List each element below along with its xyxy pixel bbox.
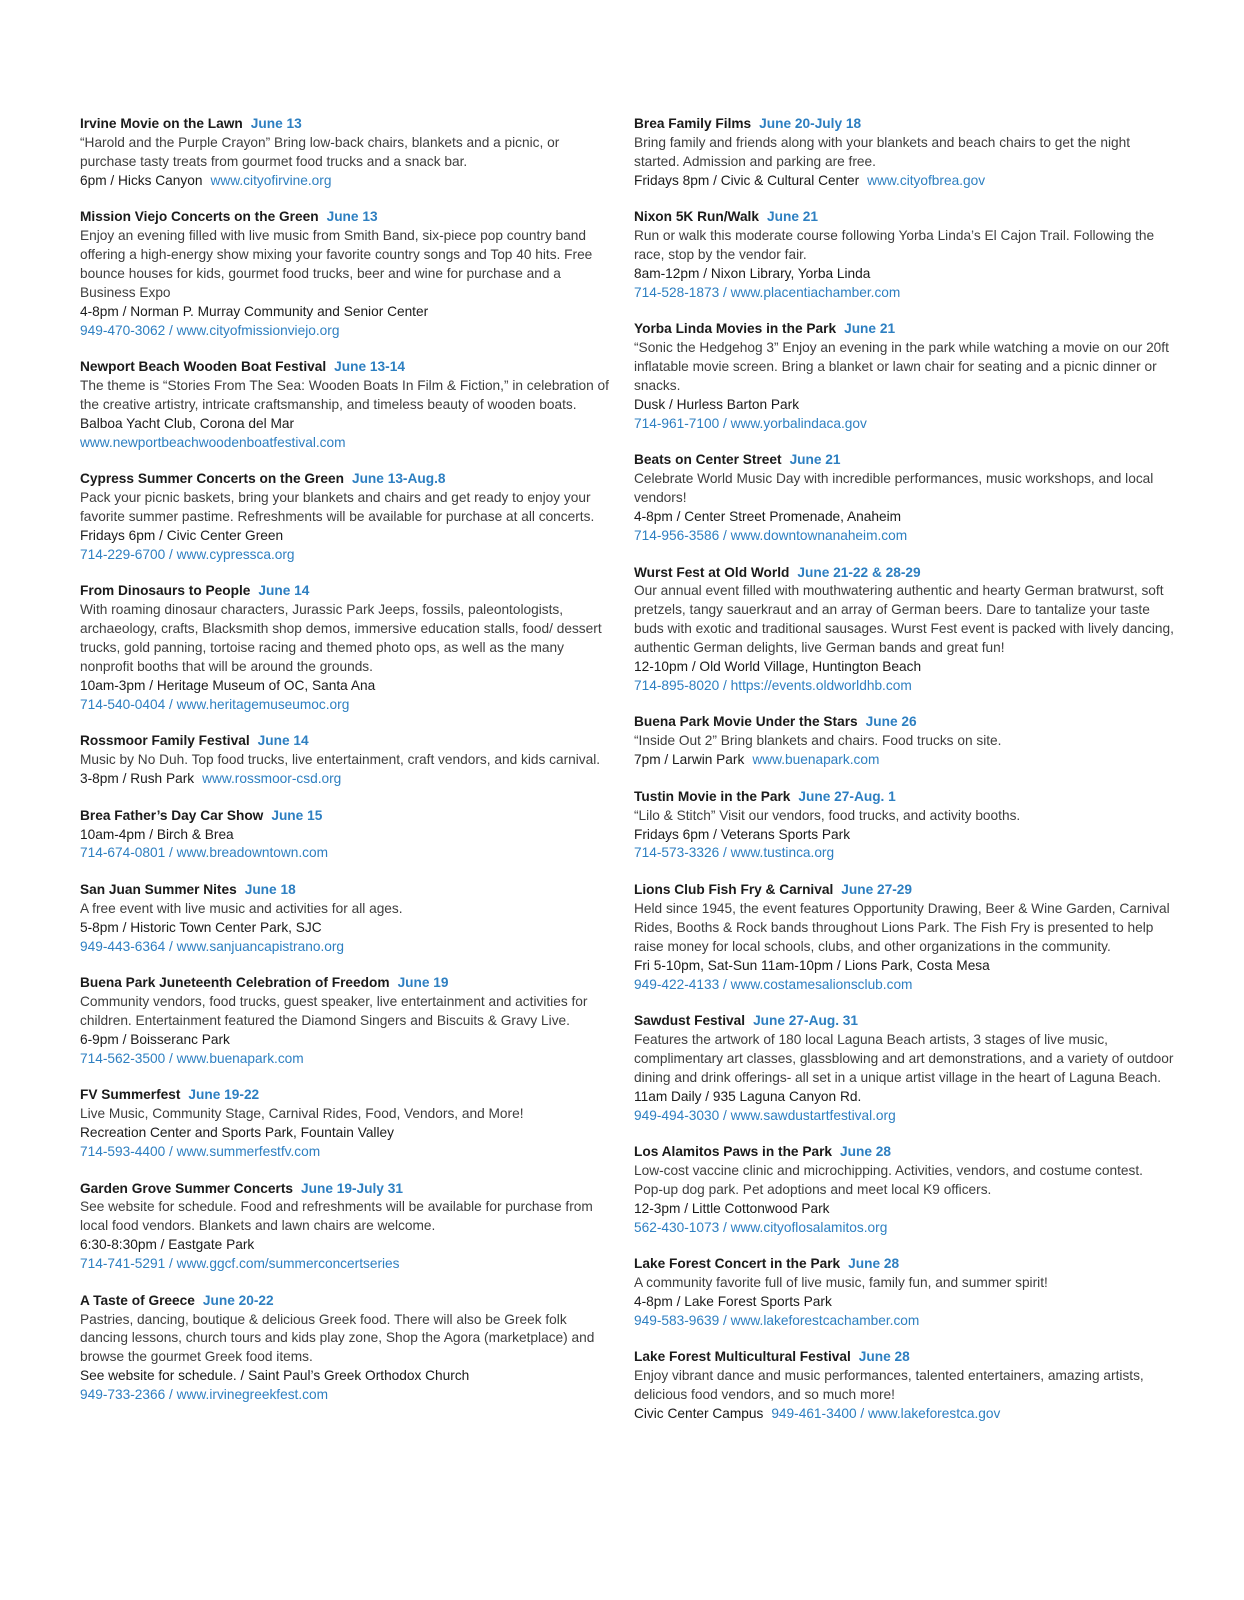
event-description: Celebrate World Music Day with incredible performances, music workshops, and local vendors! <box>634 471 1154 506</box>
event-date: June 27-Aug. 31 <box>753 1013 859 1028</box>
event-location-text: Fridays 6pm / Civic Center Green <box>80 528 284 543</box>
event-time-location <box>80 303 615 322</box>
event-heading <box>634 1348 1174 1367</box>
event-heading <box>80 115 615 134</box>
event-item <box>634 1348 1174 1424</box>
event-date: June 28 <box>848 1256 900 1272</box>
event-heading <box>634 881 1174 900</box>
event-time-location <box>634 396 1174 415</box>
event-description: Features the artwork of 180 local Laguna Beach artists, 3 stages of live music, complimentary art classes, glassblowing and art demonstrations, and a variety of outdoor dining and drink offerings- all set in a unique artist village in the heart of Laguna Beach. <box>634 1031 1174 1085</box>
event-item <box>80 974 615 1069</box>
event-time-location <box>80 677 615 696</box>
event-item <box>634 713 1174 770</box>
event-location-text: Fridays 8pm / Civic & Cultural Center <box>634 172 860 188</box>
event-heading <box>80 582 615 601</box>
event-date: June 19-22 <box>188 1087 260 1103</box>
event-date: June 28 <box>858 1349 910 1365</box>
event-description: Pastries, dancing, boutique & delicious Greek food. There will also be Greek folk dancing lessons, church tours and kids play zone, Shop the Agora (marketplace) and browse the gourmet Greek food items. <box>80 1311 595 1365</box>
event-item <box>80 358 615 453</box>
event-website-link[interactable]: 949-461-3400 / www.lakeforestca.gov <box>771 1406 1001 1422</box>
event-title: Irvine Movie on the Lawn <box>80 116 243 131</box>
event-contact-link[interactable]: 949-583-9639 / www.lakeforestcachamber.com <box>634 1312 920 1328</box>
event-description: Live Music, Community Stage, Carnival Rides, Food, Vendors, and More! <box>80 1106 524 1122</box>
event-description: The theme is “Stories From The Sea: Wooden Boats In Film & Fiction,” in celebration of the creative artistry, intricate craftsmanship, and timeless beauty of wooden boats. <box>80 378 609 412</box>
event-date: June 14 <box>257 733 309 749</box>
event-contact-link[interactable]: 714-741-5291 / www.ggcf.com/summerconcertseries <box>80 1256 400 1272</box>
event-location-text: 6:30-8:30pm / Eastgate Park <box>80 1237 255 1253</box>
event-item <box>80 1292 615 1405</box>
event-description: Our annual event filled with mouthwatering authentic and hearty German bratwurst, soft pretzels, tangy sauerkraut and an array of German beers. Dare to tantalize your taste buds with exotic and traditional sausages. Wurst Fest event is packed with lively dancing, authentic German delights, live German bands and great fun! <box>634 583 1174 656</box>
event-location-text: Recreation Center and Sports Park, Fountain Valley <box>80 1125 394 1141</box>
event-location-text: 11am Daily / 935 Laguna Canyon Rd. <box>634 1088 862 1104</box>
event-title: Brea Family Films <box>634 116 752 131</box>
event-description: A community favorite full of live music, family fun, and summer spirit! <box>634 1275 1048 1291</box>
event-item <box>80 881 615 957</box>
event-title: Lake Forest Concert in the Park <box>634 1256 841 1272</box>
event-title: Garden Grove Summer Concerts <box>80 1180 293 1196</box>
event-contact-link[interactable]: www.newportbeachwoodenboatfestival.com <box>80 434 346 450</box>
event-title: A Taste of Greece <box>80 1292 195 1308</box>
event-item <box>80 582 615 714</box>
event-contact-link[interactable]: 714-961-7100 / www.yorbalindaca.gov <box>634 415 867 431</box>
event-contact-link[interactable]: 714-674-0801 / www.breadowntown.com <box>80 845 329 861</box>
event-item <box>80 470 615 565</box>
event-date: June 21 <box>766 209 818 225</box>
event-description: Community vendors, food trucks, guest speaker, live entertainment and activities for children. Entertainment featured the Diamond Singers and Biscuits & Gravy Live. <box>80 994 588 1028</box>
event-contact-link[interactable]: 714-573-3326 / www.tustinca.org <box>634 845 835 861</box>
event-location-text: 6-9pm / Boisseranc Park <box>80 1031 230 1047</box>
event-heading <box>634 115 1174 134</box>
event-date: June 27-29 <box>841 881 913 897</box>
event-description: Low-cost vaccine clinic and microchipping. Activities, vendors, and costume contest. Pop-up dog park. Pet adoptions and meet local K9 officers. <box>634 1162 1143 1197</box>
event-website-link[interactable]: www.rossmoor-csd.org <box>202 771 342 787</box>
event-title: Lake Forest Multicultural Festival <box>634 1349 851 1365</box>
event-title: San Juan Summer Nites <box>80 881 237 897</box>
event-contact-link[interactable]: 714-528-1873 / www.placentiachamber.com <box>634 284 901 300</box>
event-location-text: Balboa Yacht Club, Corona del Mar <box>80 415 295 431</box>
event-heading <box>80 881 615 900</box>
event-title: Nixon 5K Run/Walk <box>634 209 759 225</box>
event-contact-link[interactable]: 562-430-1073 / www.cityoflosalamitos.org <box>634 1219 888 1235</box>
event-heading <box>80 1180 615 1199</box>
event-contact-link[interactable]: 949-422-4133 / www.costamesalionsclub.com <box>634 976 913 992</box>
event-date: June 20-22 <box>202 1292 274 1308</box>
event-title: Wurst Fest at Old World <box>634 564 790 580</box>
event-website-link[interactable]: www.cityofbrea.gov <box>867 172 986 188</box>
event-location-text: Fri 5-10pm, Sat-Sun 11am-10pm / Lions Park, Costa Mesa <box>634 957 990 973</box>
event-heading <box>80 470 615 489</box>
event-time-location <box>80 1031 615 1050</box>
event-date: June 13 <box>250 116 302 131</box>
event-location-text: Dusk / Hurless Barton Park <box>634 396 800 412</box>
event-time-location <box>634 265 1174 284</box>
event-description: “Inside Out 2” Bring blankets and chairs. Food trucks on site. <box>634 733 1002 749</box>
event-description: Enjoy an evening filled with live music from Smith Band, six-piece pop country band offering a high-energy show mixing your favorite country songs and Top 40 hits. Free bounce houses for kids, gourmet food trucks, beer and wine for purchase and a Business Expo <box>80 228 593 300</box>
event-description: “Lilo & Stitch” Visit our vendors, food trucks, and activity booths. <box>634 807 1021 823</box>
event-date: June 21 <box>789 452 841 468</box>
event-contact-link[interactable]: 949-733-2366 / www.irvinegreekfest.com <box>80 1387 329 1403</box>
event-heading <box>634 451 1174 470</box>
event-heading <box>80 807 615 826</box>
event-date: June 20-July 18 <box>759 116 862 131</box>
event-contact-link[interactable]: 714-895-8020 / https://events.oldworldhb.com <box>634 677 912 693</box>
event-date: June 19 <box>397 975 449 991</box>
event-time-location <box>80 527 615 546</box>
event-date: June 13 <box>326 209 378 225</box>
event-date: June 13-14 <box>334 359 405 375</box>
event-item <box>80 807 615 864</box>
event-item <box>634 1143 1174 1238</box>
event-website-link[interactable]: www.buenapark.com <box>752 752 880 768</box>
event-description: Pack your picnic baskets, bring your blankets and chairs and get ready to enjoy your favorite summer pastime. Refreshments will be available for purchase at all concerts. <box>80 490 595 525</box>
event-date: June 27-Aug. 1 <box>798 788 896 804</box>
event-title: Sawdust Festival <box>634 1013 746 1028</box>
event-time-location <box>80 1236 615 1255</box>
event-item <box>634 881 1174 994</box>
event-location-text: 4-8pm / Center Street Promenade, Anaheim <box>634 509 902 525</box>
left-column <box>80 115 615 1423</box>
event-heading <box>634 788 1174 807</box>
right-column <box>634 115 1174 1442</box>
event-time-location <box>634 1200 1174 1219</box>
event-contact-link[interactable]: 949-443-6364 / www.sanjuancapistrano.org <box>80 938 345 954</box>
event-location-text: 12-3pm / Little Cottonwood Park <box>634 1200 830 1216</box>
event-item <box>634 320 1174 433</box>
event-heading <box>634 1143 1174 1162</box>
event-time-location <box>80 172 615 191</box>
event-heading <box>634 564 1174 583</box>
event-location-text: 7pm / Larwin Park <box>634 752 745 768</box>
event-time-location <box>634 1293 1174 1312</box>
event-heading <box>634 1012 1174 1031</box>
event-location-text: 10am-3pm / Heritage Museum of OC, Santa Ana <box>80 677 376 693</box>
event-heading <box>80 974 615 993</box>
event-description: Enjoy vibrant dance and music performances, talented entertainers, amazing artists, delicious food vendors, and so much more! <box>634 1368 1144 1403</box>
event-description: “Sonic the Hedgehog 3” Enjoy an evening in the park while watching a movie on our 20ft inflatable movie screen. Bring a blanket or lawn chair for seating and a picnic dinner or snacks. <box>634 340 1169 394</box>
event-heading <box>80 732 615 751</box>
event-item <box>80 1180 615 1275</box>
event-date: June 13-Aug.8 <box>351 471 446 487</box>
event-title: Brea Father’s Day Car Show <box>80 807 264 823</box>
event-heading <box>634 1255 1174 1274</box>
event-time-location <box>80 770 615 789</box>
event-location-text: Civic Center Campus <box>634 1406 764 1422</box>
event-time-location <box>634 957 1174 976</box>
event-item <box>80 1086 615 1162</box>
event-time-location <box>634 658 1174 677</box>
event-time-location <box>634 751 1174 770</box>
event-heading <box>80 358 615 377</box>
event-description: A free event with live music and activities for all ages. <box>80 900 403 916</box>
event-heading <box>80 208 615 227</box>
event-time-location <box>80 1367 615 1386</box>
event-contact-link[interactable]: 714-593-4400 / www.summerfestfv.com <box>80 1144 321 1160</box>
event-title: Beats on Center Street <box>634 452 782 468</box>
event-item <box>634 451 1174 546</box>
event-date: June 21-22 & 28-29 <box>797 564 921 580</box>
event-item <box>80 208 615 340</box>
event-date: June 15 <box>271 807 323 823</box>
event-title: Newport Beach Wooden Boat Festival <box>80 359 327 375</box>
event-title: Lions Club Fish Fry & Carnival <box>634 881 834 897</box>
event-date: June 26 <box>865 714 917 730</box>
event-heading <box>634 208 1174 227</box>
event-description: Bring family and friends along with your blankets and beach chairs to get the night started. Admission and parking are free. <box>634 134 1131 169</box>
event-location-text: 3-8pm / Rush Park <box>80 771 195 787</box>
event-date: June 18 <box>244 881 296 897</box>
event-title: Yorba Linda Movies in the Park <box>634 321 837 337</box>
event-location-text: Fridays 6pm / Veterans Sports Park <box>634 826 851 842</box>
event-location-text: 5-8pm / Historic Town Center Park, SJC <box>80 919 322 935</box>
event-item <box>634 1012 1174 1125</box>
event-contact-link[interactable]: 714-229-6700 / www.cypressca.org <box>80 546 295 562</box>
event-location-text: 4-8pm / Norman P. Murray Community and Senior Center <box>80 303 429 319</box>
event-title: Los Alamitos Paws in the Park <box>634 1144 833 1160</box>
event-heading <box>634 713 1174 732</box>
event-title: Buena Park Juneteenth Celebration of Freedom <box>80 975 390 991</box>
event-time-location <box>80 826 615 845</box>
event-item <box>80 732 615 789</box>
event-location-text: 6pm / Hicks Canyon <box>80 172 203 188</box>
event-title: From Dinosaurs to People <box>80 583 251 599</box>
event-time-location <box>80 919 615 938</box>
event-item <box>634 788 1174 864</box>
event-item <box>80 115 615 191</box>
event-heading <box>80 1086 615 1105</box>
event-time-location <box>634 172 1174 191</box>
event-title: Tustin Movie in the Park <box>634 788 791 804</box>
event-date: June 28 <box>840 1144 892 1160</box>
event-description: With roaming dinosaur characters, Jurassic Park Jeeps, fossils, paleontologists, archaeology, crafts, Blacksmith shop demos, immersive education stalls, food/ dessert trucks, gold panning, tortoise racing and themed photo ops, as well as the many nonprofit booths that will be around the grounds. <box>80 602 602 675</box>
event-date: June 21 <box>844 321 896 337</box>
event-contact-link[interactable]: 714-540-0404 / www.heritagemuseumoc.org <box>80 696 350 712</box>
event-item <box>634 564 1174 696</box>
event-heading <box>634 320 1174 339</box>
event-time-location <box>634 508 1174 527</box>
event-description: See website for schedule. Food and refreshments will be available for purchase from local food vendors. Blankets and lawn chairs are welcome. <box>80 1199 593 1234</box>
event-title: Buena Park Movie Under the Stars <box>634 714 858 730</box>
event-heading <box>80 1292 615 1311</box>
event-title: Rossmoor Family Festival <box>80 733 250 749</box>
event-time-location <box>634 1405 1174 1424</box>
event-time-location <box>634 826 1174 845</box>
event-time-location <box>634 1088 1174 1107</box>
event-contact-link[interactable]: 949-494-3030 / www.sawdustartfestival.org <box>634 1107 896 1123</box>
event-location-text: 10am-4pm / Birch & Brea <box>80 826 234 842</box>
event-title: Mission Viejo Concerts on the Green <box>80 209 319 225</box>
event-contact-link[interactable]: 714-562-3500 / www.buenapark.com <box>80 1050 304 1066</box>
event-description: Held since 1945, the event features Opportunity Drawing, Beer & Wine Garden, Carnival Rides, Booths & Rock bands throughout Lions Park. The Fish Fry is presented to help raise money for local schools, clubs, and other organizations in the community. <box>634 900 1170 954</box>
event-item <box>634 208 1174 303</box>
event-location-text: 8am-12pm / Nixon Library, Yorba Linda <box>634 265 871 281</box>
event-date: June 14 <box>258 583 310 599</box>
event-time-location <box>80 415 615 434</box>
event-item <box>634 1255 1174 1331</box>
event-website-link[interactable]: www.cityofirvine.org <box>210 172 332 188</box>
event-item <box>634 115 1174 191</box>
event-contact-link[interactable]: 949-470-3062 / www.cityofmissionviejo.org <box>80 322 340 338</box>
event-description: “Harold and the Purple Crayon” Bring low-back chairs, blankets and a picnic, or purchase tasty treats from gourmet food trucks and a snack bar. <box>80 134 560 169</box>
event-date: June 19-July 31 <box>301 1180 403 1196</box>
event-title: FV Summerfest <box>80 1087 181 1103</box>
event-location-text: 12-10pm / Old World Village, Huntington Beach <box>634 659 922 675</box>
event-description: Music by No Duh. Top food trucks, live entertainment, craft vendors, and kids carnival. <box>80 752 601 768</box>
event-location-text: 4-8pm / Lake Forest Sports Park <box>634 1293 832 1309</box>
event-time-location <box>80 1124 615 1143</box>
event-contact-link[interactable]: 714-956-3586 / www.downtownanaheim.com <box>634 528 908 543</box>
event-title: Cypress Summer Concerts on the Green <box>80 471 344 487</box>
event-description: Run or walk this moderate course following Yorba Linda’s El Cajon Trail. Following the race, stop by the vendor fair. <box>634 228 1155 263</box>
event-location-text: See website for schedule. / Saint Paul’s Greek Orthodox Church <box>80 1368 470 1384</box>
